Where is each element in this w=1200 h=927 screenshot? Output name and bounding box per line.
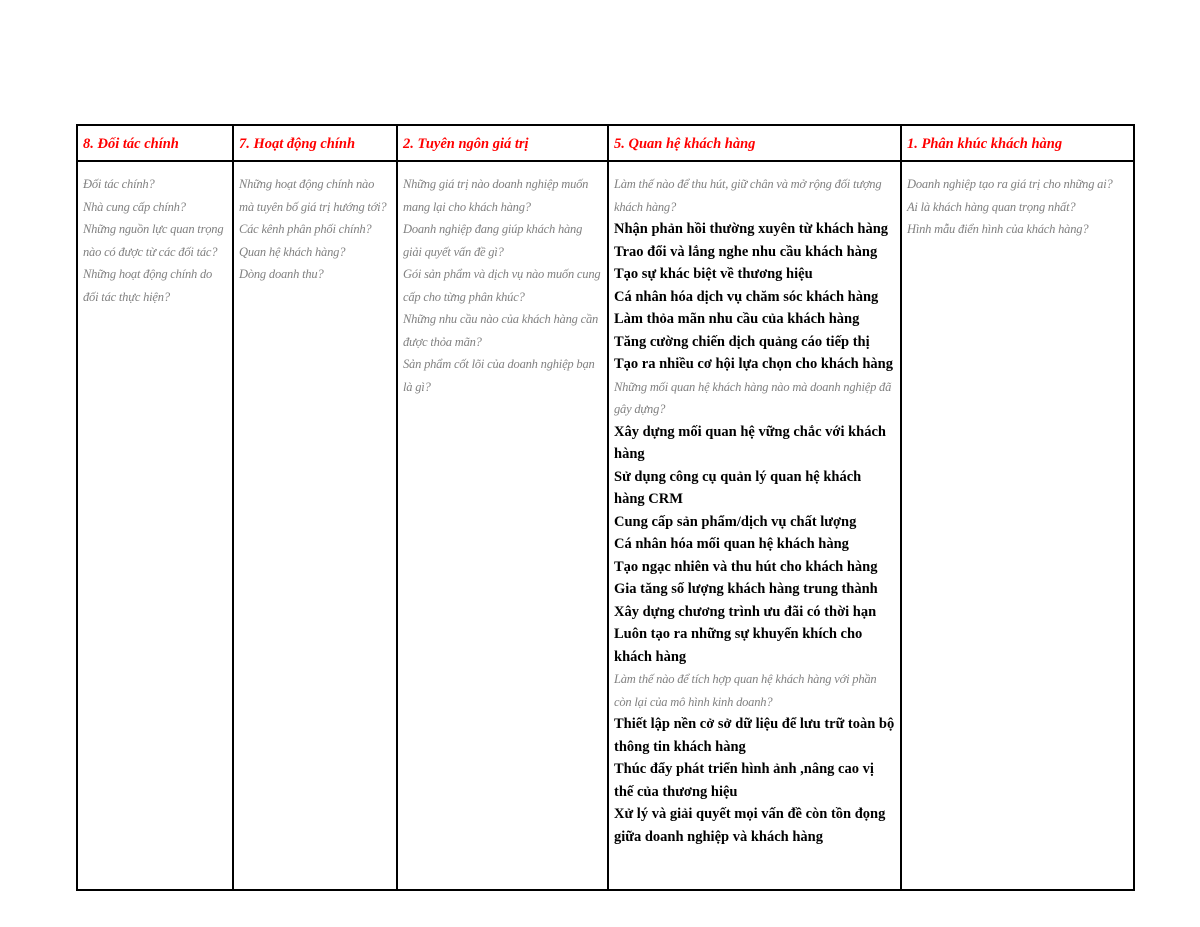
guiding-question: Doanh nghiệp tạo ra giá trị cho những ai? bbox=[907, 177, 1113, 191]
answer-item: Xây dựng mối quan hệ vững chắc với khách hàng bbox=[614, 423, 886, 462]
guiding-question: Những giá trị nào doanh nghiệp muốn mang lại cho khách hàng? bbox=[403, 177, 589, 214]
guiding-question: Làm thế nào để tích hợp quan hệ khách hàng với phần còn lại của mô hình kinh doanh? bbox=[614, 672, 877, 709]
value-proposition-title: 2. Tuyên ngôn giá trị bbox=[397, 125, 608, 161]
answer-item: Tạo sự khác biệt về thương hiệu bbox=[614, 266, 813, 282]
guiding-question: Những mối quan hệ khách hàng nào mà doanh nghiệp đã gây dựng? bbox=[614, 379, 892, 416]
answer-item: Nhận phản hồi thường xuyên từ khách hàng bbox=[614, 221, 889, 237]
answer-item: Xây dựng chương trình ưu đãi có thời hạn bbox=[614, 603, 877, 620]
guiding-question: Làm thế nào để thu hút, giữ chân và mở rộng đối tượng khách hàng? bbox=[614, 177, 882, 214]
customer-segments-cell bbox=[901, 161, 1134, 890]
guiding-question: Doanh nghiệp đang giúp khách hàng giải quyết vấn đề gì? bbox=[403, 222, 583, 259]
customer-relationships-cell bbox=[608, 161, 901, 890]
guiding-question: Hình mẫu điển hình của khách hàng? bbox=[907, 222, 1089, 236]
key-activities-title: 7. Hoạt động chính bbox=[233, 125, 397, 161]
customer-relationships-title: 5. Quan hệ khách hàng bbox=[608, 125, 901, 161]
header-row bbox=[77, 125, 1134, 161]
answer-item: Tạo ra nhiều cơ hội lựa chọn cho khách hàng bbox=[614, 356, 893, 372]
answer-item: Thúc đẩy phát triển hình ảnh ,nâng cao vị thế của thương hiệu bbox=[614, 761, 874, 800]
guiding-question: Những nhu cầu nào của khách hàng cần được thỏa mãn? bbox=[403, 312, 599, 349]
answer-item: Làm thỏa mãn nhu cầu của khách hàng bbox=[614, 311, 860, 327]
answer-item: Luôn tạo ra những sự khuyến khích cho khách hàng bbox=[614, 626, 863, 665]
answer-item: Cá nhân hóa mối quan hệ khách hàng bbox=[614, 536, 849, 552]
answer-item: Cá nhân hóa dịch vụ chăm sóc khách hàng bbox=[614, 288, 879, 305]
guiding-question: Những nguồn lực quan trọng nào có được từ các đối tác? bbox=[83, 222, 224, 259]
value-proposition-cell bbox=[397, 161, 608, 890]
customer-segments-title: 1. Phân khúc khách hàng bbox=[901, 125, 1134, 161]
business-model-canvas-table bbox=[76, 124, 1135, 891]
answer-item: Thiết lập nền cở sở dữ liệu để lưu trữ toàn bộ thông tin khách hàng bbox=[614, 716, 895, 755]
guiding-question: Những hoạt động chính nào mà tuyên bố giá trị hướng tới? bbox=[239, 177, 387, 214]
answer-item: Cung cấp sản phẩm/dịch vụ chất lượng bbox=[614, 513, 857, 530]
guiding-question: Sản phẩm cốt lõi của doanh nghiệp bạn là gì? bbox=[403, 357, 595, 394]
answer-item: Tạo ngạc nhiên và thu hút cho khách hàng bbox=[614, 558, 878, 575]
guiding-question: Đối tác chính? bbox=[83, 177, 155, 191]
guiding-question: Các kênh phân phối chính? bbox=[239, 222, 372, 236]
guiding-question: Những hoạt động chính do đối tác thực hiện? bbox=[83, 267, 213, 304]
answer-item: Tăng cường chiến dịch quảng cáo tiếp thị bbox=[614, 333, 870, 350]
answer-item: Gia tăng số lượng khách hàng trung thành bbox=[614, 581, 878, 597]
guiding-question: Dòng doanh thu? bbox=[239, 267, 324, 281]
guiding-question: Gói sản phẩm và dịch vụ nào muốn cung cấp cho từng phân khúc? bbox=[403, 267, 601, 304]
answer-item: Sử dụng công cụ quản lý quan hệ khách hàng CRM bbox=[614, 468, 862, 507]
answer-item: Xử lý và giải quyết mọi vấn đề còn tồn đọng giữa doanh nghiệp và khách hàng bbox=[614, 806, 886, 845]
key-activities-cell bbox=[233, 161, 397, 890]
guiding-question: Quan hệ khách hàng? bbox=[239, 244, 346, 259]
content-row bbox=[77, 161, 1134, 890]
key-partners-title: 8. Đối tác chính bbox=[77, 125, 233, 161]
answer-item: Trao đổi và lắng nghe nhu cầu khách hàng bbox=[614, 243, 878, 260]
guiding-question: Ai là khách hàng quan trọng nhất? bbox=[907, 199, 1076, 214]
guiding-question: Nhà cung cấp chính? bbox=[83, 199, 186, 214]
key-partners-cell bbox=[77, 161, 233, 890]
